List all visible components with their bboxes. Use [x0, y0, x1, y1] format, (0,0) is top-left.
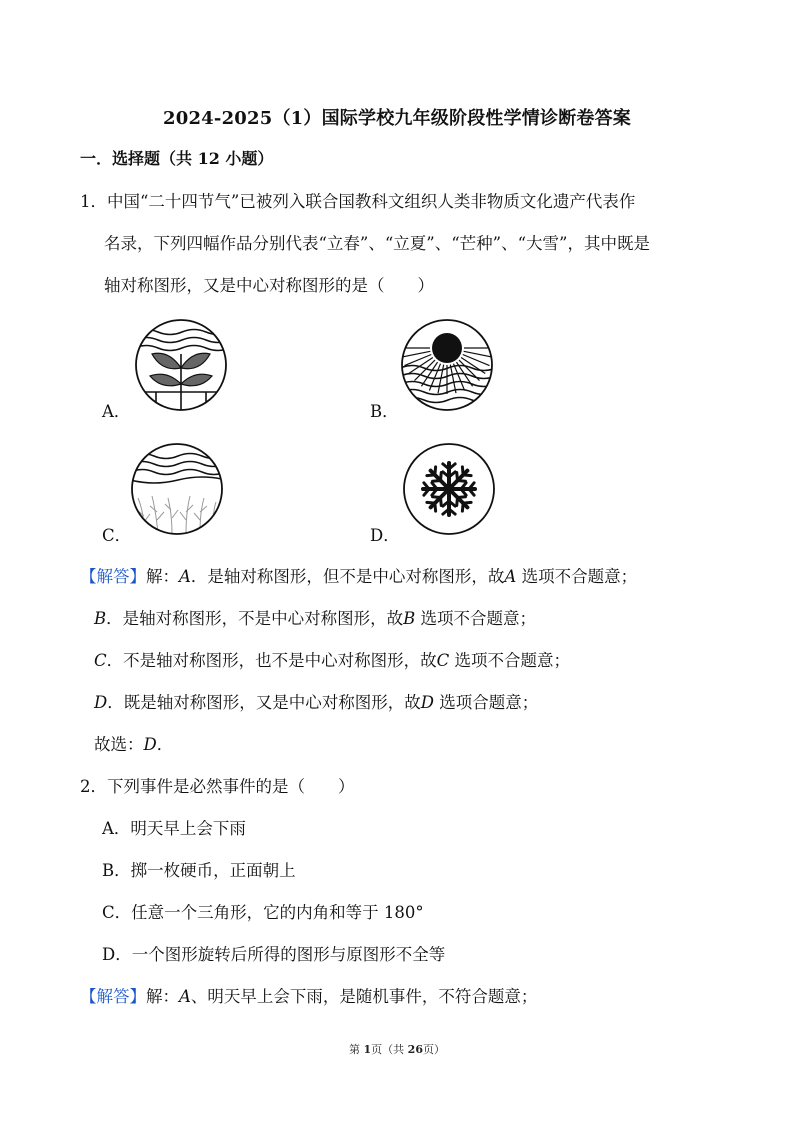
option-var: C: [436, 651, 450, 670]
current-page-number: 1: [363, 1043, 372, 1056]
answer-text: 选项合题意；: [433, 693, 539, 712]
q2-option-d: D．一个图形旋转后所得的图形与原图形不全等: [102, 945, 446, 964]
footer-text: 页（共: [371, 1043, 408, 1056]
snowflake-branch: [433, 481, 441, 482]
option-var: A: [179, 567, 191, 586]
option-var: D: [94, 693, 108, 712]
footer-text: 页）: [422, 1043, 445, 1056]
answer-text: ．: [156, 735, 174, 754]
answer-text: 选项不合题意；: [516, 567, 638, 586]
q1-option-b-label: B．: [370, 402, 399, 421]
page-title: 2024-2025（1）国际学校九年级阶段性学情诊断卷答案: [163, 108, 631, 129]
q1-option-a-label: A．: [102, 402, 131, 421]
lichun-figure: [134, 318, 228, 412]
answer-text: ．既是轴对称图形，又是中心对称图形，故: [107, 693, 421, 712]
section-heading: 一．选择题（共 12 小题）: [80, 149, 274, 168]
option-var: A: [504, 567, 517, 586]
page-footer: [0, 1041, 794, 1057]
snowflake-branch: [462, 467, 463, 475]
q2-answer-line1: [80, 983, 537, 1007]
q1-answer-line4: [94, 689, 538, 713]
lixia-figure: [400, 318, 494, 412]
daxue-figure: [402, 442, 496, 536]
option-var: D: [420, 693, 434, 712]
q2-option-c: C．任意一个三角形，它的内角和等于 180°: [102, 903, 424, 922]
answer-text: ．是轴对称图形，但不是中心对称图形，故: [190, 567, 505, 586]
answer-text: ．不是轴对称图形，也不是中心对称图形，故: [106, 651, 437, 670]
q1-option-d-label: D．: [370, 526, 400, 545]
snowflake-branch: [435, 503, 436, 511]
q1-stem-line2: 名录，下列四幅作品分别代表“立春”、“立夏”、“芒种”、“大雪”，其中既是: [104, 234, 650, 253]
q2-stem: 2．下列事件是必然事件的是（ ）: [80, 777, 355, 796]
q1-answer-choice: [94, 731, 173, 755]
q1-option-c-label: C．: [102, 526, 132, 545]
answer-text: 选项不合题意；: [415, 609, 537, 628]
snowflake-branch: [457, 497, 465, 498]
option-var: D: [143, 735, 157, 754]
q1-answer-line3: [94, 647, 570, 671]
q1-answer-line2: [94, 605, 536, 629]
answer-text: 选项不合题意；: [449, 651, 570, 670]
answer-text: ．是轴对称图形，不是中心对称图形，故: [106, 609, 404, 628]
snowflake-branch: [463, 502, 471, 503]
q2-option-b: B．掷一枚硬币，正面朝上: [102, 861, 296, 880]
snowflake-branch: [457, 473, 458, 481]
answer-tag: 【解答】: [80, 567, 146, 586]
answer-text: 、明天早上会下雨，是随机事件，不符合题意；: [190, 987, 538, 1006]
option-var: C: [94, 651, 107, 670]
option-var: B: [94, 609, 107, 628]
snowflake-branch: [427, 475, 435, 476]
answer-text: 解：: [146, 987, 179, 1006]
mangzhong-figure: [130, 442, 224, 536]
answer-tag: 【解答】: [80, 987, 146, 1006]
option-var: B: [403, 609, 416, 628]
q1-stem-line1: 1．中国“二十四节气”已被列入联合国教科文组织人类非物质文化遗产代表作: [80, 192, 636, 211]
answer-text: 故选：: [94, 735, 144, 754]
snowflake-branch: [441, 497, 442, 505]
total-page-number: 26: [407, 1043, 423, 1056]
q2-option-a: A．明天早上会下雨: [102, 819, 246, 838]
q1-answer-line1: [80, 563, 637, 587]
answer-text: 解：: [146, 567, 179, 586]
option-var: A: [179, 987, 191, 1006]
q1-stem-line3: 轴对称图形，又是中心对称图形的是（ ）: [104, 276, 434, 295]
footer-text: 第: [349, 1043, 364, 1056]
